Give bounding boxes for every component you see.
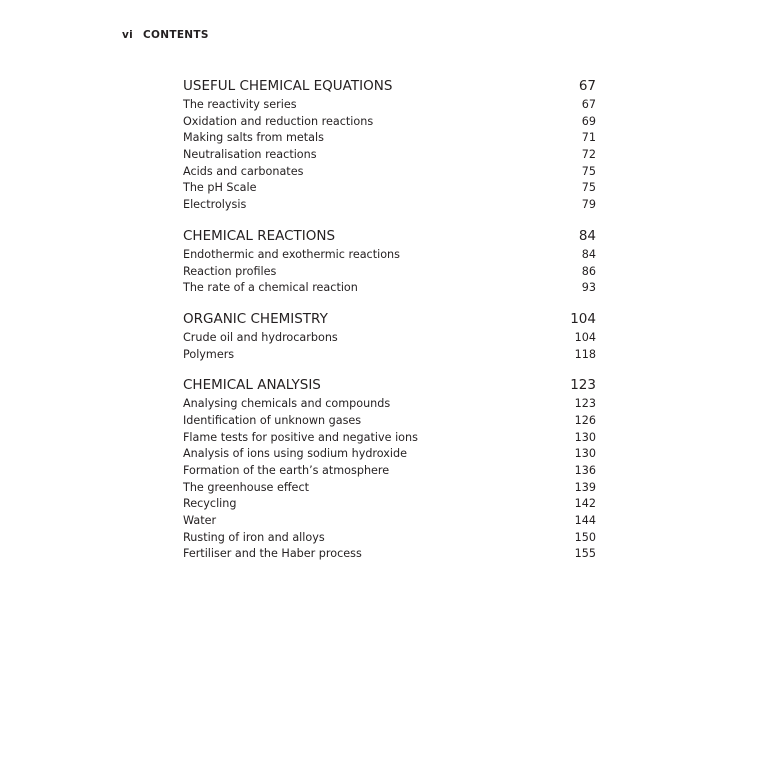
entry-title: Water xyxy=(183,514,217,528)
toc-entry[interactable] xyxy=(183,330,596,347)
toc-section xyxy=(183,226,596,297)
section-heading[interactable] xyxy=(183,309,596,329)
entry-page-number: 118 xyxy=(574,347,596,361)
entry-page-number: 150 xyxy=(574,530,596,544)
entry-title: Oxidation and reduction reactions xyxy=(183,114,374,128)
entry-title: Acids and carbonates xyxy=(183,164,304,178)
toc-entry[interactable] xyxy=(183,147,596,164)
section-title: CHEMICAL REACTIONS xyxy=(183,227,336,244)
entry-page-number: 79 xyxy=(581,198,596,212)
entry-page-number: 72 xyxy=(581,148,596,162)
entry-page-number: 139 xyxy=(574,480,596,494)
toc-entry[interactable] xyxy=(183,463,596,480)
entry-title: Crude oil and hydrocarbons xyxy=(183,330,338,344)
entry-title: The pH Scale xyxy=(183,181,257,195)
table-of-contents xyxy=(183,76,596,563)
toc-entry[interactable] xyxy=(183,247,596,264)
toc-entry[interactable] xyxy=(183,546,596,563)
section-page-number: 84 xyxy=(578,227,596,244)
entry-page-number: 130 xyxy=(574,430,596,444)
toc-entry[interactable] xyxy=(183,180,596,197)
toc-entry[interactable] xyxy=(183,97,596,114)
toc-entry[interactable] xyxy=(183,413,596,430)
entry-page-number: 93 xyxy=(581,281,596,295)
section-heading[interactable] xyxy=(183,375,596,395)
entry-title: Formation of the earth’s atmosphere xyxy=(183,464,390,477)
entry-title: Endothermic and exothermic reactions xyxy=(183,247,400,261)
toc-entry[interactable] xyxy=(183,280,596,297)
toc-entry[interactable] xyxy=(183,130,596,147)
entry-title: Flame tests for positive and negative ions xyxy=(183,430,418,444)
entry-page-number: 69 xyxy=(581,114,596,128)
entry-page-number: 123 xyxy=(574,397,596,411)
section-title: CHEMICAL ANALYSIS xyxy=(183,377,321,394)
entry-title: Rusting of iron and alloys xyxy=(183,530,325,544)
entry-page-number: 126 xyxy=(574,413,596,427)
entry-title: Recycling xyxy=(183,497,237,511)
entry-title: Identification of unknown gases xyxy=(183,413,362,427)
page-folio: vi xyxy=(122,29,134,41)
toc-section xyxy=(183,76,596,214)
toc-section xyxy=(183,309,596,363)
entry-title: Reaction profiles xyxy=(183,264,277,278)
toc-entry[interactable] xyxy=(183,496,596,513)
entry-title: Electrolysis xyxy=(183,198,247,212)
toc-entry[interactable] xyxy=(183,164,596,181)
toc-section xyxy=(183,375,596,563)
toc-entry[interactable] xyxy=(183,347,596,364)
entry-title: The rate of a chemical reaction xyxy=(183,281,358,295)
entry-page-number: 71 xyxy=(581,131,596,145)
toc-entry[interactable] xyxy=(183,114,596,131)
toc-entry[interactable] xyxy=(183,430,596,447)
entry-page-number: 75 xyxy=(581,164,596,178)
entry-title: Making salts from metals xyxy=(183,131,324,145)
section-page-number: 123 xyxy=(570,377,596,394)
toc-entry[interactable] xyxy=(183,513,596,530)
section-page-number: 104 xyxy=(570,310,596,327)
entry-title: The greenhouse effect xyxy=(183,480,309,494)
entry-page-number: 104 xyxy=(574,330,596,344)
toc-entry[interactable] xyxy=(183,530,596,547)
entry-title: Polymers xyxy=(183,347,235,361)
toc-entry[interactable] xyxy=(183,396,596,413)
section-title: USEFUL CHEMICAL EQUATIONS xyxy=(183,78,393,94)
section-heading[interactable] xyxy=(183,226,596,246)
entry-page-number: 84 xyxy=(581,247,596,261)
toc-entry[interactable] xyxy=(183,480,596,497)
toc-entry[interactable] xyxy=(183,197,596,214)
section-title: ORGANIC CHEMISTRY xyxy=(183,310,328,327)
section-page-number: 67 xyxy=(578,78,596,94)
entry-title: Analysis of ions using sodium hydroxide xyxy=(183,447,408,461)
entry-page-number: 136 xyxy=(574,464,596,477)
entry-page-number: 142 xyxy=(574,497,596,511)
entry-title: Fertiliser and the Haber process xyxy=(183,547,362,561)
entry-title: Analysing chemicals and compounds xyxy=(183,397,391,411)
entry-page-number: 67 xyxy=(581,98,596,111)
running-head-title: CONTENTS xyxy=(143,29,209,41)
toc-entry[interactable] xyxy=(183,446,596,463)
entry-title: The reactivity series xyxy=(183,98,297,111)
running-head xyxy=(122,29,209,41)
entry-page-number: 75 xyxy=(581,181,596,195)
entry-page-number: 130 xyxy=(574,447,596,461)
entry-page-number: 155 xyxy=(574,547,596,561)
entry-title: Neutralisation reactions xyxy=(183,148,317,162)
entry-page-number: 144 xyxy=(574,514,596,528)
entry-page-number: 86 xyxy=(581,264,596,278)
toc-entry[interactable] xyxy=(183,264,596,281)
section-heading[interactable] xyxy=(183,76,596,96)
